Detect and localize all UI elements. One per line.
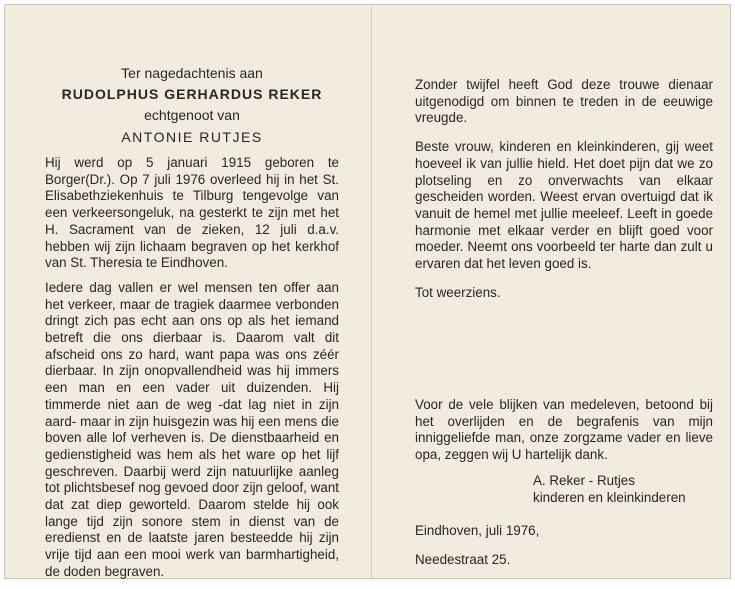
thanks-paragraph: Voor de vele blijken van medeleven, betoond bij het overlijden en de begrafenis van mijn inniggeliefde man, onze zorgzame vader en lieve opa, zeggen wij U hartelijk dank. [415, 397, 713, 463]
farewell-paragraph: Beste vrouw, kinderen en kleinkinderen, gij weet hoeveel ik van jullie hield. Het doet pijn dat we zo plotseling en zo onverwachts van elkaar gescheiden worden. Weest ervan overtuigd dat ik vanuit de hemel met jullie meeleef. Leeft in goede harmonie met elkaar verder en blijft goed voor moeder. Neemt ons voorbeeld ter harte dan zult u ervaren dat het leven goed is. [415, 139, 713, 272]
goodbye-line: Tot weerziens. [415, 284, 501, 300]
fold-line [371, 5, 372, 578]
place-date: Eindhoven, juli 1976, [415, 522, 540, 538]
memorial-card [4, 4, 731, 579]
deceased-name: RUDOLPHUS GERHARDUS REKER [61, 86, 323, 102]
spouse-name: ANTONIE RUTJES [121, 129, 263, 145]
spouse-label: echtgenoot van [144, 107, 240, 123]
faith-paragraph: Zonder twijfel heeft God deze trouwe dienaar uitgenodigd om binnen te treden in de eeuwige vreugde. [415, 77, 713, 126]
left-panel [45, 63, 339, 589]
signature: A. Reker - Rutjes kinderen en kleinkinderen [533, 472, 686, 505]
tribute-paragraph: Iedere dag vallen er wel mensen ten offer aan het verkeer, maar de tragiek daarmee verbonden dringt zich pas echt aan ons op als het iemand betreft die ons dierbaar is. Daarom valt dit afscheid ons zo hard, want papa was ons zéér dierbaar. In zijn onopvallendheid was hij immers een man en een vader uit duizenden. Hij timmerde niet aan de weg -dat lag niet in zijn aard- maar in zijn huisgezin was hij een mens die boven alle lof verheven is. De dienstbaarheid en gedienstigheid was hem als het ware op het lijf geschreven. Daarbij werd zijn natuurlijke aanleg tot plichtsbesef nog gevoed door zijn geloof, want dat zat diep geworteld. Daarom stelde hij ook lange tijd zijn sonore stem in dienst van de eredienst en de laatste jaren besteedde hij zijn vrije tijd aan een mooi werk van barmhartigheid, de doden begraven. [45, 279, 339, 579]
address: Needestraat 25. [415, 551, 511, 567]
right-panel [415, 77, 713, 313]
memorial-heading: Ter nagedachtenis aan [121, 65, 263, 81]
thanks-block [415, 397, 713, 568]
biography-paragraph: Hij werd op 5 januari 1915 geboren te Borger(Dr.). Op 7 juli 1976 overleed hij in het St. Elisabethziekenhuis te Tilburg tengevolge van een verkeersongeluk, na gesterkt te zijn met het H. Sacrament van de zieken, 12 juli d.a.v. hebben wij zijn lichaam begraven op het kerkhof van St. Theresia te Eindhoven. [45, 155, 339, 271]
